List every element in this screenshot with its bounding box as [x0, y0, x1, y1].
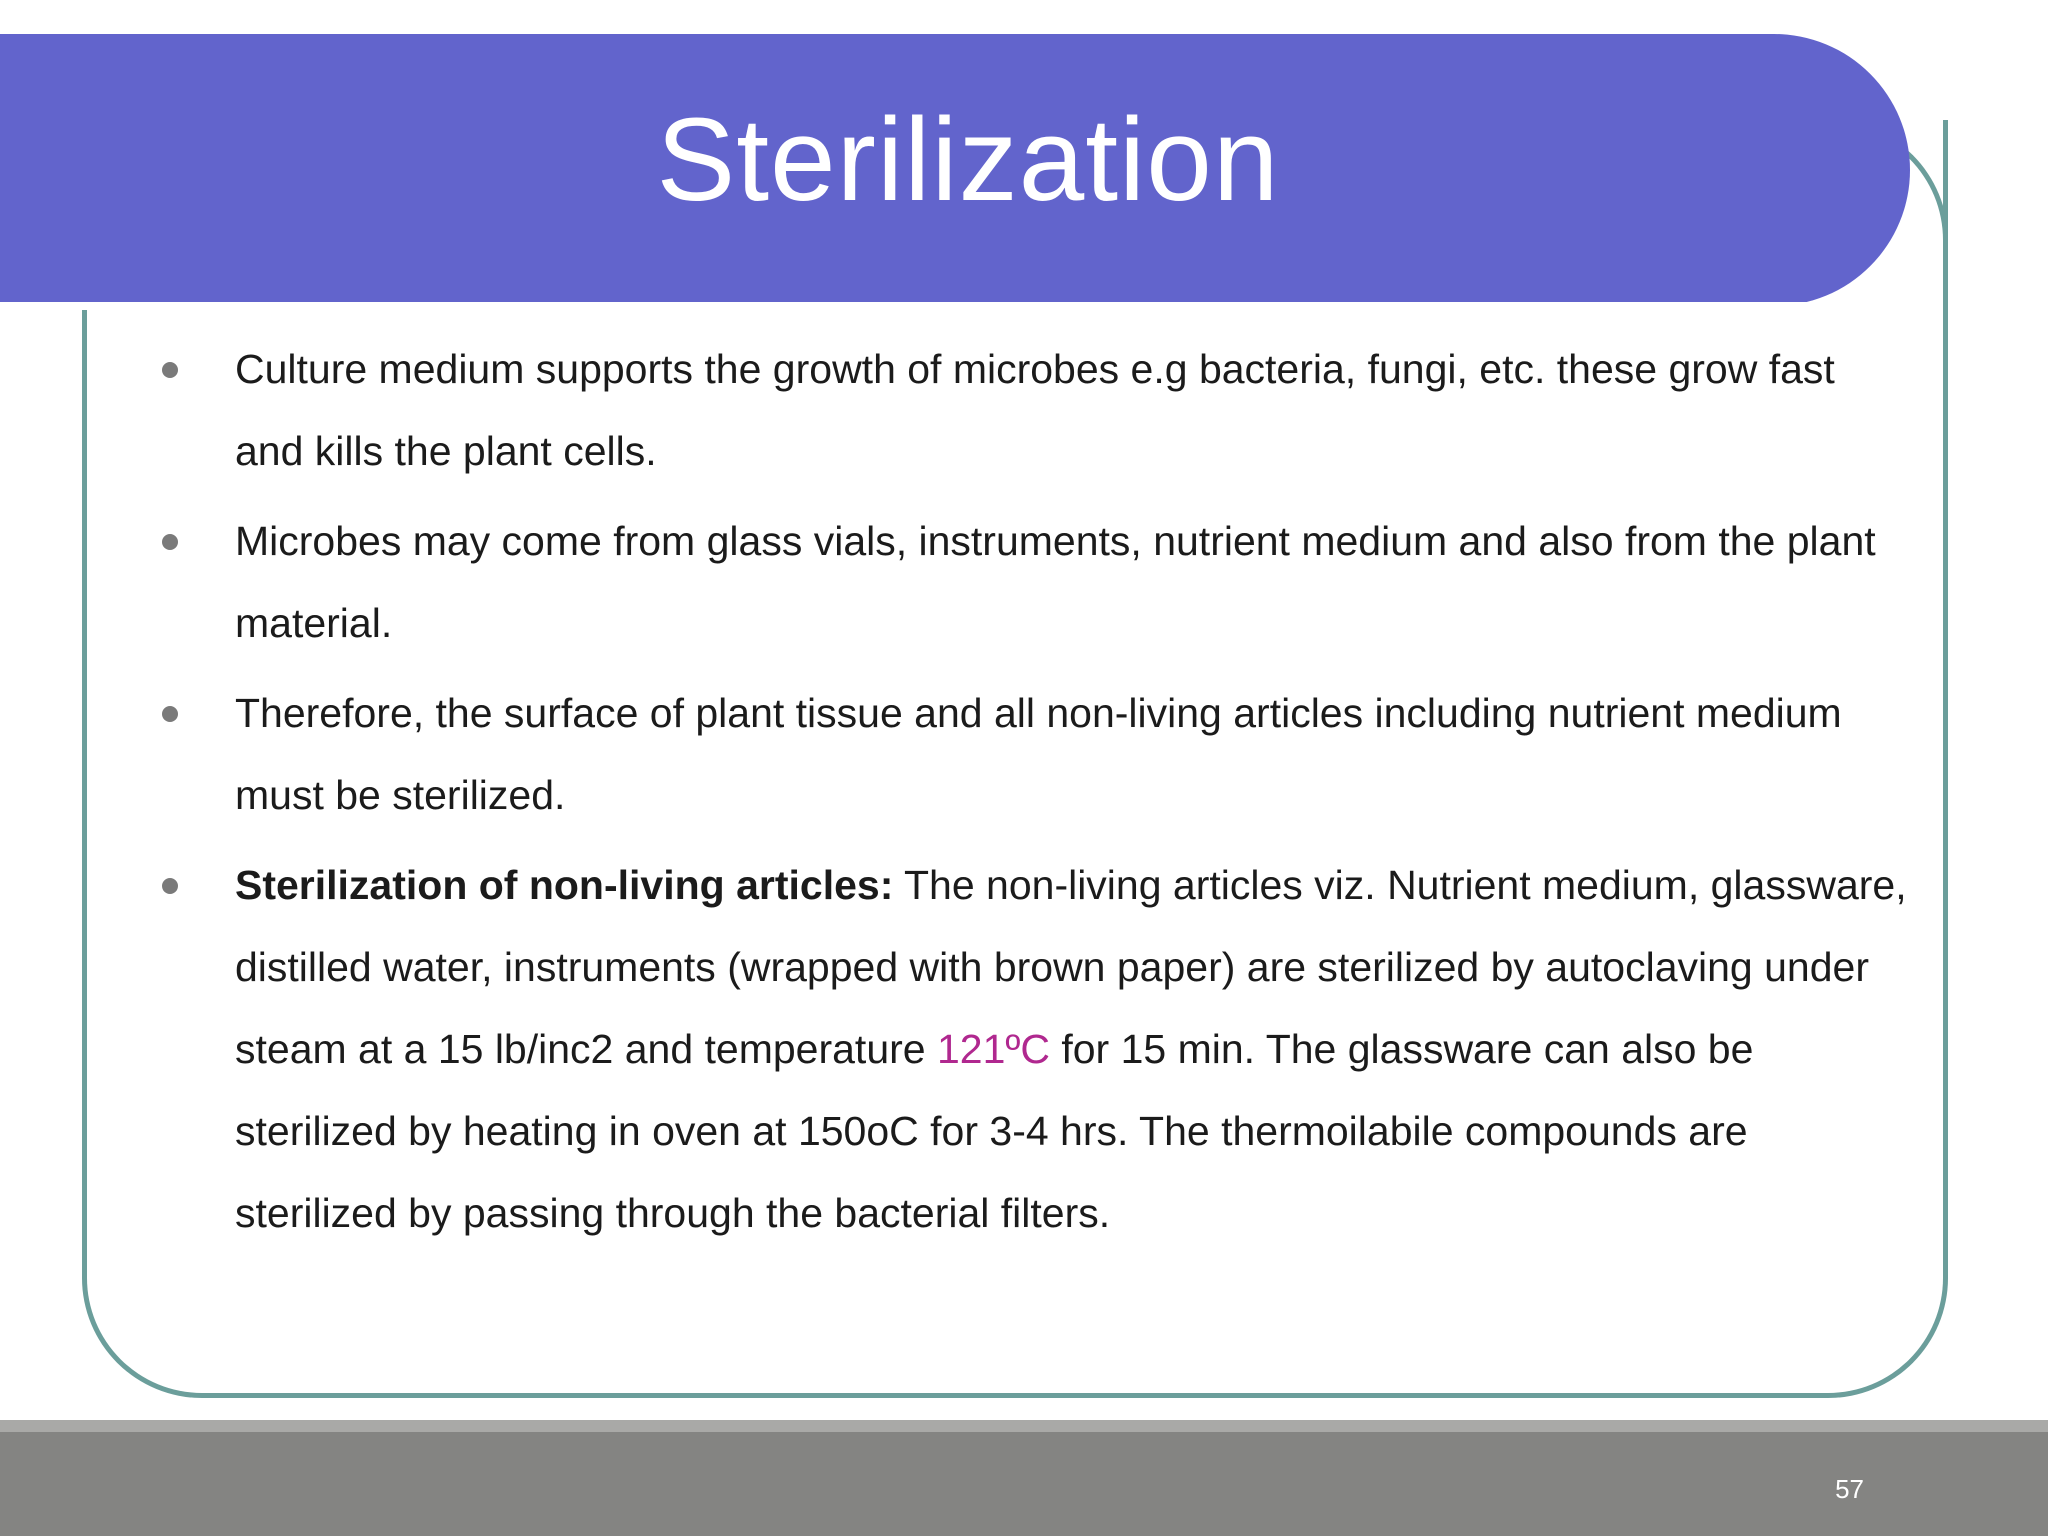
bullet-item: [150, 672, 1910, 836]
bullet-item: [150, 500, 1910, 664]
temperature-value: 121ºC: [936, 1026, 1050, 1072]
bullet-text: Microbes may come from glass vials, instruments, nutrient medium and also from the plant material.: [235, 518, 1876, 646]
footer-bar: [0, 1420, 2048, 1536]
bullet-text: Culture medium supports the growth of microbes e.g bacteria, fungi, etc. these grow fast and kills the plant cells.: [235, 346, 1835, 474]
bullet-item: [150, 328, 1910, 492]
bullet-icon: [162, 878, 178, 894]
bullet-icon: [162, 706, 178, 722]
bullet-icon: [162, 362, 178, 378]
bullet-icon: [162, 534, 178, 550]
title-underline: [0, 302, 1810, 310]
bullet-text: The non-living articles viz. Nutrient medium, glassware, distilled water, instruments (wrapped with brown paper) are sterilized by autoclaving under steam at a 15 lb/inc2 and temperature: [235, 862, 1907, 1072]
slide-title: Sterilization: [656, 94, 1280, 226]
bullet-lead-heading: Sterilization of non-living articles:: [235, 862, 894, 908]
bullet-list: [150, 328, 1910, 1262]
bullet-text: for 15 min. The glassware can also be sterilized by heating in oven at 150oC for 3-4 hrs. The thermoilabile compounds are sterilized by passing through the bacterial filters.: [235, 1026, 1754, 1236]
bullet-item: [150, 844, 1910, 1254]
bullet-text: Therefore, the surface of plant tissue and all non-living articles including nutrient medium must be sterilized.: [235, 690, 1842, 818]
page-number: 57: [1835, 1474, 1864, 1504]
footer-divider: [0, 1420, 2048, 1432]
